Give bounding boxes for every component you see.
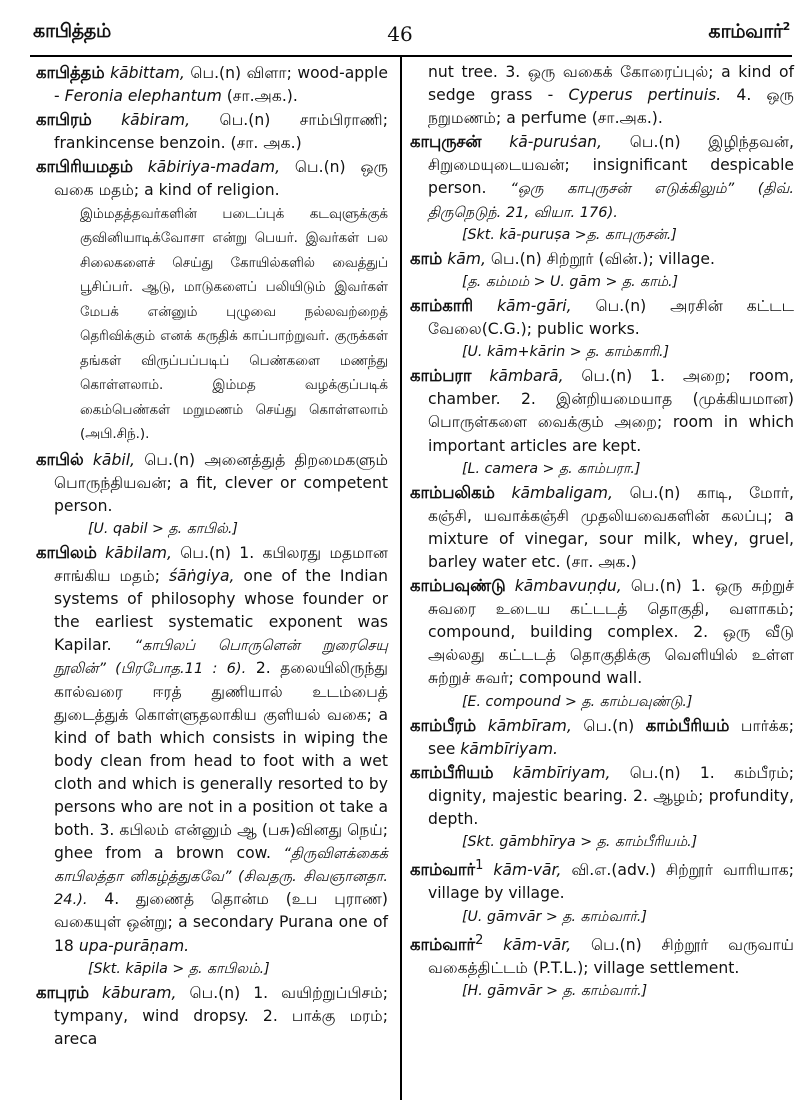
transliteration: kāmbīriyam. (460, 739, 558, 758)
definition: பெ.(n) ஒரு வகை மதம்; a kind of religion. (54, 158, 388, 200)
transliteration: kā-puruṡan, (509, 133, 602, 152)
headword: காபித்தம் (36, 63, 105, 82)
transliteration: śāṅgiya, (168, 567, 235, 586)
definition: பெ.(n) 1. கபிலரது மதமான சாங்கிய மதம்; (54, 543, 388, 586)
headword: காபிரியமதம் (36, 157, 133, 177)
entry-kam-var-2 (410, 929, 794, 980)
etymology: [Skt. kā-puruṣa >த. காபுருசன்.] (462, 226, 677, 243)
definition: பெ.(n) சாம்பிராணி; frankincense benzoin. (சா. அக.) (54, 111, 388, 153)
entry-kambiram (410, 714, 794, 761)
definition: பார்க்க; see (428, 716, 794, 758)
headword: காம்பவுண்டு (410, 576, 506, 596)
cross-reference: காம்பீரியம் (645, 715, 730, 735)
usage-note: இம்மதத்தவர்களின் படைப்புக் கடவுளுக்குக் குவினியாடிக்வோசா என்று பெயர். இவர்கள் பல சிலைகளைச் செய்து கோயில்களில் வைத்துப் பூசிப்பர். ஆடு, மாடுகளைப் பலியிடும் இவர்கள் மேபக் என்னும் புழுவை நல்லவற்றைத் தெரிவிக்கும் எனக் கருதிக் காப்பாற்றுவர். குருக்கள் தங்கள் விருப்பப்படிப் பெண்களை மணந்து கொள்ளலாம். இம்மத வழக்குப்படிக் கைம்பெண்கள் மறுமணம் செய்து கொள்ளலாம் (அபி.சிந்.). (80, 206, 388, 443)
definition: பெ.(n) காடி, மோர், கஞ்சி, யவாக்கஞ்சி முதலியவைகளின் கலப்பு; a mixture of vinegar, sour milk, whey, gruel, barley water etc. (சா. அக.) (428, 483, 794, 571)
headword: காபிரம் (36, 110, 92, 130)
headword: காபிலம் (36, 542, 97, 562)
entry-continuation (428, 61, 794, 130)
entry-kambiriyam (410, 761, 794, 831)
definition: nut tree. 3. ஒரு வகைக் கோரைப்புல்; a kind of sedge grass - (428, 63, 794, 105)
definition: 4. ஒரு நறுமணம்; a perfume (சா.அக.). (428, 86, 795, 128)
entry-kambavundu (410, 574, 794, 690)
etymology: [Skt. gāmbhīrya > த. காம்பீரியம்.] (462, 834, 698, 851)
page-header (0, 0, 800, 54)
etymology: [த. கம்மம் > U. gām > த. காம்.] (462, 273, 679, 290)
scientific-name: Feronia elephantum (64, 87, 222, 106)
entry-kabil (36, 448, 388, 518)
entry-kam (410, 247, 794, 271)
transliteration: kām-vār, (493, 861, 562, 880)
entry-kabilam (36, 541, 388, 958)
citation: “ஒரு காபுருசன் எடுக்கிலும்” (திவ். திருநெடுந். 21, வியா. 176). (428, 180, 794, 221)
definition: 4. துணைத் தொன்ம (உப புராண) வகையுள் ஒன்று; a secondary Purana one of 18 (54, 890, 388, 955)
headword: காம்வார் (410, 860, 476, 880)
entry-kambara (410, 364, 794, 457)
left-guide-word: காபித்தம் (33, 20, 111, 42)
scientific-name: Cyperus pertinuis. (568, 86, 722, 105)
etymology: [H. gāmvār > த. காம்வார்.] (462, 983, 648, 1000)
definition: பெ.(n) 1. கம்பீரம்; dignity, majestic bearing. 2. ஆழம்; profundity, depth. (428, 763, 794, 828)
etymology: [E. compound > த. காம்பவுண்டு.] (462, 693, 693, 710)
headword: காபுருசன் (410, 132, 482, 152)
headword: காம் (410, 248, 443, 268)
entry-kabiram (36, 108, 388, 155)
entry-kabiriya-madam (36, 155, 388, 202)
etymology: [Skt. kāpila > த. காபிலம்.] (88, 960, 270, 977)
source: (சா.அக.). (221, 87, 298, 106)
headword: காபுரம் (36, 982, 89, 1002)
transliteration: kām-vār, (503, 935, 572, 954)
headword: காபில் (36, 449, 84, 469)
transliteration: kābilam, (105, 543, 172, 562)
definition: one of the Indian systems of philosophy whose founder or the earliest systematic exponent was Kapilar. (54, 567, 388, 655)
transliteration: kābil, (92, 450, 136, 469)
definition: வி.எ.(adv.) சிற்றூர் வாரியாக; village by village. (428, 861, 794, 903)
right-guide-word: காம்வார்$^2$ (708, 20, 790, 43)
definition: பெ.(n) சிற்றூர் வருவாய் வகைத்திட்டம் (P.T.L.); village settlement. (428, 935, 794, 977)
definition: பெ.(n) அனைத்துத் திறமைகளும் பொருந்தியவன்; a fit, clever or competent person. (54, 450, 388, 515)
headword: காம்பீரம் (410, 715, 477, 735)
transliteration: kābiram, (121, 111, 191, 130)
homonym-number: 1 (475, 858, 484, 874)
definition: பெ.(n) 1. வயிற்றுப்பிசம்; tympany, wind dropsy. 2. பாக்கு மரம்; areca (54, 983, 388, 1048)
homonym-number: 2 (475, 932, 484, 948)
definition: பெ.(n) சிற்றூர் (வின்.); village. (485, 249, 715, 268)
entry-kam-var-1 (410, 854, 794, 905)
definition: 2. தலையிலிருந்து கால்வரை ஈரத் துணியால் உடம்பைத் துடைத்துக் கொள்ளுதலாகிய குளியல் வகை; a kind of bath which consists in wiping the body clean from head to foot with a wet cloth and which is generally resorted to by persons who are not in a position ot take a both. 3. கபிலம் என்னும் ஆ (பசு)வினது நெய்; ghee from a brown cow. (54, 659, 388, 863)
definition: பெ.(n) 1. அறை; room, chamber. 2. இன்றியமையாத (முக்கியமான) பொருள்களை வைக்கும் அறை; room in which important articles are kept. (428, 367, 794, 455)
citation: “காபிலப் பொருளென் றுரைசெயு நூலின்” (பிரபோத.11 : 6). (54, 637, 388, 678)
etymology: [U. gāmvār > த. காம்வார்.] (462, 908, 647, 925)
transliteration: kāmbīriyam, (512, 763, 611, 782)
transliteration: upa-purāṇam. (78, 936, 190, 955)
citation: “திருவிளக்கைக் காபிலத்தா னிகழ்த்துகவே” (சிவதரு. சிவஞானதா. 24.). (54, 845, 388, 909)
entry-kapurusan (410, 130, 794, 223)
definition: பெ.(n) (571, 716, 646, 735)
page-number: 46 (387, 22, 413, 46)
transliteration: kām-gāri, (497, 296, 572, 315)
transliteration: kāmbaligam, (511, 483, 613, 502)
definition: பெ.(n) இழிந்தவன், சிறுமையுடையவன்; insignificant despicable person. (428, 133, 794, 198)
transliteration: kām, (447, 249, 486, 268)
headword: காம்பலிகம் (410, 482, 495, 502)
entry-kam-gari (410, 294, 794, 341)
transliteration: kāmbīram, (487, 716, 572, 735)
header-rule (30, 55, 792, 57)
headword: காம்காரி (410, 295, 474, 315)
etymology: [U. qabil > த. காபில்.] (88, 520, 238, 537)
transliteration: kāmbavuṇḍu, (514, 577, 622, 596)
entry-kambaligam (410, 481, 794, 574)
entry-kaburam (36, 981, 388, 1051)
definition: பெ.(n) 1. ஒரு சுற்றுச் சுவரை உடைய கட்டடத் தொகுதி, வளாகம்; compound, building complex. 2. ஒரு வீடு அல்லது கட்டடத் தொகுதிக்கு வெளியில் உள்ள சுற்றுச் சுவர்; compound wall. (428, 577, 794, 688)
definition: பெ.(n) அரசின் கட்டட வேலை(C.G.); public works. (428, 296, 794, 339)
etymology: [U. kām+kārin > த. காம்காரி.] (462, 344, 670, 361)
right-column (410, 61, 794, 1003)
column-divider (400, 56, 402, 1100)
transliteration: kābiriya-madam, (147, 158, 281, 177)
transliteration: kāburam, (101, 983, 177, 1002)
left-column (36, 61, 388, 1051)
transliteration: kāmbarā, (489, 367, 564, 386)
transliteration: kābittam, (110, 64, 185, 82)
headword: காம்பரா (410, 366, 472, 386)
definition: பெ.(n) விளா; wood-apple - (54, 64, 388, 106)
entry-kabittam (36, 61, 388, 108)
headword: காம்வார் (410, 934, 476, 954)
headword: காம்பீரியம் (410, 762, 494, 782)
etymology: [L. camera > த. காம்பரா.] (462, 460, 641, 477)
